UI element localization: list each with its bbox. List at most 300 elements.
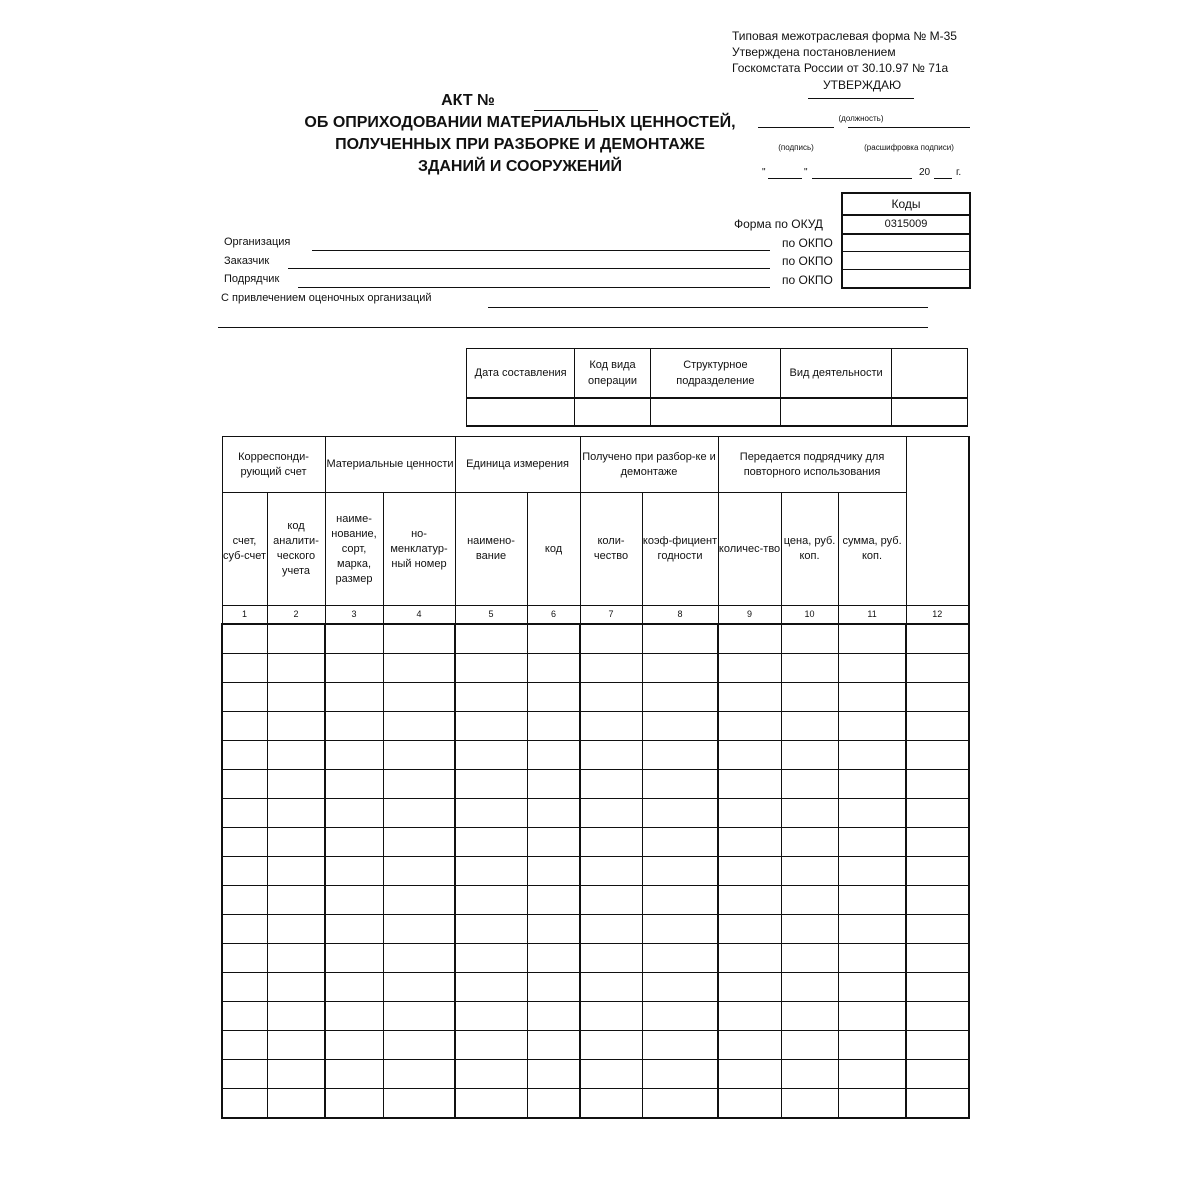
column-12-header <box>906 437 969 606</box>
table-cell[interactable] <box>267 770 325 799</box>
table-cell[interactable] <box>455 683 527 712</box>
table-row <box>222 886 969 915</box>
table-cell[interactable] <box>455 1089 527 1119</box>
document-header-table <box>466 348 968 427</box>
table-cell[interactable] <box>906 828 969 857</box>
date-year-suffix: г. <box>956 167 962 178</box>
materials-table <box>221 436 970 1119</box>
date-quote-close: " <box>804 167 808 178</box>
table-cell[interactable] <box>455 741 527 770</box>
table-cell[interactable] <box>838 741 906 770</box>
position-line[interactable] <box>808 98 914 99</box>
table-cell[interactable] <box>267 886 325 915</box>
table-cell[interactable] <box>267 1060 325 1089</box>
column-number: 10 <box>781 606 838 625</box>
header-operation-code: Код вида операции <box>575 349 651 399</box>
sub-transferred-quantity: количес-тво <box>718 493 781 606</box>
group-unit: Единица измерения <box>455 437 580 493</box>
table-cell[interactable] <box>718 654 781 683</box>
title-line-2: ПОЛУЧЕННЫХ ПРИ РАЗБОРКЕ И ДЕМОНТАЖЕ <box>335 136 705 153</box>
table-cell[interactable] <box>222 944 267 973</box>
table-cell[interactable] <box>222 1002 267 1031</box>
table-cell[interactable] <box>325 741 383 770</box>
table-cell[interactable] <box>838 1089 906 1119</box>
table-cell[interactable] <box>580 973 642 1002</box>
table-cell[interactable] <box>580 828 642 857</box>
table-cell[interactable] <box>455 1060 527 1089</box>
table-cell[interactable] <box>838 944 906 973</box>
table-cell[interactable] <box>527 712 580 741</box>
table-cell[interactable] <box>781 828 838 857</box>
table-cell[interactable] <box>718 770 781 799</box>
sub-unit-name: наимено-вание <box>455 493 527 606</box>
table-cell[interactable] <box>527 770 580 799</box>
table-cell[interactable] <box>325 770 383 799</box>
table-cell[interactable] <box>718 886 781 915</box>
column-number: 1 <box>222 606 267 625</box>
table-cell[interactable] <box>383 624 455 654</box>
table-cell[interactable] <box>642 624 718 654</box>
table-cell[interactable] <box>325 624 383 654</box>
table-cell[interactable] <box>455 1031 527 1060</box>
table-cell[interactable] <box>781 624 838 654</box>
table-cell[interactable] <box>527 1060 580 1089</box>
table-cell[interactable] <box>527 973 580 1002</box>
table-cell[interactable] <box>267 683 325 712</box>
form-type-line: Типовая межотраслевая форма № М-35 <box>732 29 957 43</box>
codes-header: Коды <box>843 194 969 215</box>
column-number: 9 <box>718 606 781 625</box>
table-cell[interactable] <box>580 1031 642 1060</box>
table-cell[interactable] <box>527 1031 580 1060</box>
table-cell[interactable] <box>906 712 969 741</box>
table-row <box>222 770 969 799</box>
column-number: 2 <box>267 606 325 625</box>
table-cell[interactable] <box>642 857 718 886</box>
sub-unit-code: код <box>527 493 580 606</box>
okpo-customer-code[interactable] <box>843 252 969 270</box>
table-cell[interactable] <box>580 915 642 944</box>
table-cell[interactable] <box>383 654 455 683</box>
table-cell[interactable] <box>325 1031 383 1060</box>
table-row <box>222 799 969 828</box>
table-cell[interactable] <box>527 1089 580 1119</box>
table-cell[interactable] <box>580 624 642 654</box>
table-cell[interactable] <box>222 1060 267 1089</box>
value-extra[interactable] <box>892 398 968 426</box>
table-row <box>222 654 969 683</box>
table-cell[interactable] <box>325 1060 383 1089</box>
group-received: Получено при разбор-ке и демонтаже <box>580 437 718 493</box>
table-cell[interactable] <box>580 654 642 683</box>
table-cell[interactable] <box>838 799 906 828</box>
title-line-3: ЗДАНИЙ И СООРУЖЕНИЙ <box>417 158 623 175</box>
table-cell[interactable] <box>383 886 455 915</box>
table-cell[interactable] <box>906 886 969 915</box>
table-cell[interactable] <box>527 654 580 683</box>
table-cell[interactable] <box>642 712 718 741</box>
form-legal-note <box>732 28 957 76</box>
table-cell[interactable] <box>222 1031 267 1060</box>
table-cell[interactable] <box>455 886 527 915</box>
table-cell[interactable] <box>527 828 580 857</box>
table-cell[interactable] <box>642 828 718 857</box>
table-cell[interactable] <box>383 770 455 799</box>
signature-line[interactable] <box>758 127 834 128</box>
table-cell[interactable] <box>383 1031 455 1060</box>
table-cell[interactable] <box>383 799 455 828</box>
table-cell[interactable] <box>838 828 906 857</box>
table-cell[interactable] <box>781 915 838 944</box>
table-cell[interactable] <box>325 973 383 1002</box>
header-activity: Вид деятельности <box>780 349 891 399</box>
table-cell[interactable] <box>222 857 267 886</box>
okud-code: 0315009 <box>841 214 971 235</box>
table-cell[interactable] <box>718 857 781 886</box>
table-cell[interactable] <box>718 1031 781 1060</box>
table-cell[interactable] <box>383 828 455 857</box>
table-cell[interactable] <box>718 1060 781 1089</box>
table-cell[interactable] <box>642 1060 718 1089</box>
table-cell[interactable] <box>580 1089 642 1119</box>
table-row <box>222 1002 969 1031</box>
table-cell[interactable] <box>325 886 383 915</box>
date-year-prefix: 20 <box>919 167 931 178</box>
table-cell[interactable] <box>838 712 906 741</box>
table-cell[interactable] <box>222 683 267 712</box>
table-cell[interactable] <box>383 683 455 712</box>
table-cell[interactable] <box>580 1002 642 1031</box>
table-cell[interactable] <box>383 973 455 1002</box>
column-number: 4 <box>383 606 455 625</box>
table-cell[interactable] <box>267 828 325 857</box>
decoding-line[interactable] <box>848 127 970 128</box>
table-cell[interactable] <box>718 799 781 828</box>
okpo-organization-code[interactable] <box>843 234 969 252</box>
table-cell[interactable] <box>325 799 383 828</box>
table-cell[interactable] <box>325 654 383 683</box>
okpo-contractor-code[interactable] <box>843 270 969 287</box>
table-cell[interactable] <box>781 712 838 741</box>
table-cell[interactable] <box>642 1002 718 1031</box>
table-row <box>222 683 969 712</box>
value-division[interactable] <box>650 398 780 426</box>
table-cell[interactable] <box>838 973 906 1002</box>
table-cell[interactable] <box>455 857 527 886</box>
table-cell[interactable] <box>781 741 838 770</box>
table-row <box>222 1089 969 1119</box>
table-cell[interactable] <box>642 654 718 683</box>
table-cell[interactable] <box>642 886 718 915</box>
table-cell[interactable] <box>781 683 838 712</box>
header-division: Структурное подразделение <box>650 349 780 399</box>
table-cell[interactable] <box>838 886 906 915</box>
table-cell[interactable] <box>455 944 527 973</box>
table-cell[interactable] <box>267 857 325 886</box>
table-row <box>222 624 969 654</box>
table-cell[interactable] <box>325 1089 383 1119</box>
table-cell[interactable] <box>527 1002 580 1031</box>
table-cell[interactable] <box>455 770 527 799</box>
sub-received-quantity: коли-чество <box>580 493 642 606</box>
table-cell[interactable] <box>906 799 969 828</box>
header-extra <box>892 349 968 399</box>
sub-sum: сумма, руб. коп. <box>838 493 906 606</box>
act-number-label: АКТ № <box>441 92 495 109</box>
table-cell[interactable] <box>527 886 580 915</box>
table-cell[interactable] <box>781 770 838 799</box>
table-cell[interactable] <box>455 799 527 828</box>
table-cell[interactable] <box>580 857 642 886</box>
organization-line[interactable] <box>312 250 770 251</box>
table-cell[interactable] <box>325 915 383 944</box>
table-cell[interactable] <box>906 1002 969 1031</box>
table-cell[interactable] <box>642 1089 718 1119</box>
customer-line[interactable] <box>288 268 770 269</box>
table-cell[interactable] <box>642 973 718 1002</box>
table-cell[interactable] <box>580 1060 642 1089</box>
table-cell[interactable] <box>222 741 267 770</box>
table-cell[interactable] <box>325 1002 383 1031</box>
okpo-label-contractor: по ОКПО <box>782 273 833 287</box>
decree-line: Госкомстата России от 30.10.97 № 71а <box>732 61 949 75</box>
table-cell[interactable] <box>267 1031 325 1060</box>
position-caption: (должность) <box>838 114 884 123</box>
table-cell[interactable] <box>838 915 906 944</box>
table-cell[interactable] <box>781 1060 838 1089</box>
table-cell[interactable] <box>455 712 527 741</box>
table-cell[interactable] <box>906 654 969 683</box>
approved-by-line: Утверждена постановлением <box>732 45 896 59</box>
act-number-line[interactable] <box>534 110 598 111</box>
date-year-line[interactable] <box>934 178 952 179</box>
table-cell[interactable] <box>222 828 267 857</box>
table-cell[interactable] <box>325 828 383 857</box>
table-row <box>222 1031 969 1060</box>
table-cell[interactable] <box>781 1089 838 1119</box>
table-cell[interactable] <box>781 973 838 1002</box>
table-row <box>222 741 969 770</box>
table-cell[interactable] <box>642 915 718 944</box>
table-cell[interactable] <box>267 973 325 1002</box>
table-cell[interactable] <box>527 915 580 944</box>
table-cell[interactable] <box>383 1089 455 1119</box>
sub-fitness-coefficient: коэф-фициент годности <box>642 493 718 606</box>
date-day-line[interactable] <box>768 178 802 179</box>
table-cell[interactable] <box>325 857 383 886</box>
table-cell[interactable] <box>267 712 325 741</box>
appraisers-label: С привлечением оценочных организаций <box>221 292 432 304</box>
table-cell[interactable] <box>781 857 838 886</box>
table-cell[interactable] <box>383 915 455 944</box>
column-number: 6 <box>527 606 580 625</box>
decoding-caption: (расшифровка подписи) <box>864 143 954 152</box>
table-cell[interactable] <box>781 944 838 973</box>
table-cell[interactable] <box>325 683 383 712</box>
table-cell[interactable] <box>222 799 267 828</box>
table-cell[interactable] <box>906 973 969 1002</box>
table-row <box>222 944 969 973</box>
table-cell[interactable] <box>642 799 718 828</box>
table-cell[interactable] <box>383 741 455 770</box>
table-cell[interactable] <box>781 654 838 683</box>
table-cell[interactable] <box>383 1002 455 1031</box>
header-date: Дата составления <box>467 349 575 399</box>
date-quote-open: " <box>762 167 766 178</box>
table-cell[interactable] <box>383 944 455 973</box>
table-cell[interactable] <box>906 1031 969 1060</box>
table-cell[interactable] <box>527 741 580 770</box>
column-number: 7 <box>580 606 642 625</box>
column-numbers-row <box>222 606 969 625</box>
table-cell[interactable] <box>838 1060 906 1089</box>
okud-label: Форма по ОКУД <box>734 217 823 231</box>
table-cell[interactable] <box>267 624 325 654</box>
table-cell[interactable] <box>222 624 267 654</box>
table-cell[interactable] <box>455 654 527 683</box>
signature-caption: (подпись) <box>778 143 814 152</box>
table-cell[interactable] <box>222 770 267 799</box>
table-cell[interactable] <box>580 886 642 915</box>
table-cell[interactable] <box>718 1089 781 1119</box>
table-cell[interactable] <box>718 944 781 973</box>
table-cell[interactable] <box>455 915 527 944</box>
table-cell[interactable] <box>906 1060 969 1089</box>
table-cell[interactable] <box>267 799 325 828</box>
sub-account: счет, суб-счет <box>222 493 267 606</box>
table-row <box>222 828 969 857</box>
document-title <box>290 90 750 178</box>
column-number: 8 <box>642 606 718 625</box>
table-cell[interactable] <box>383 857 455 886</box>
table-cell[interactable] <box>718 712 781 741</box>
table-cell[interactable] <box>222 1089 267 1119</box>
table-row <box>222 973 969 1002</box>
table-cell[interactable] <box>267 1089 325 1119</box>
column-number: 12 <box>906 606 969 625</box>
appraisers-line[interactable] <box>488 307 928 308</box>
value-date[interactable] <box>467 398 575 426</box>
table-cell[interactable] <box>222 973 267 1002</box>
table-cell[interactable] <box>222 886 267 915</box>
table-cell[interactable] <box>718 741 781 770</box>
table-cell[interactable] <box>781 799 838 828</box>
table-cell[interactable] <box>781 1031 838 1060</box>
table-cell[interactable] <box>838 654 906 683</box>
group-corr-account: Корреспонди-рующий счет <box>222 437 325 493</box>
table-cell[interactable] <box>781 1002 838 1031</box>
sub-material-name: наиме-нование, сорт, марка, размер <box>325 493 383 606</box>
column-number: 11 <box>838 606 906 625</box>
table-cell[interactable] <box>383 712 455 741</box>
table-cell[interactable] <box>527 683 580 712</box>
customer-label: Заказчик <box>224 255 270 267</box>
table-cell[interactable] <box>718 828 781 857</box>
title-line-1: ОБ ОПРИХОДОВАНИИ МАТЕРИАЛЬНЫХ ЦЕННОСТЕЙ, <box>304 114 736 131</box>
table-cell[interactable] <box>222 915 267 944</box>
table-cell[interactable] <box>580 944 642 973</box>
table-cell[interactable] <box>267 1002 325 1031</box>
table-cell[interactable] <box>267 944 325 973</box>
table-cell[interactable] <box>781 886 838 915</box>
table-cell[interactable] <box>906 770 969 799</box>
approve-label: УТВЕРЖДАЮ <box>823 78 902 92</box>
table-cell[interactable] <box>838 1002 906 1031</box>
sub-price: цена, руб. коп. <box>781 493 838 606</box>
table-cell[interactable] <box>718 973 781 1002</box>
table-cell[interactable] <box>580 741 642 770</box>
table-cell[interactable] <box>642 1031 718 1060</box>
table-cell[interactable] <box>906 741 969 770</box>
table-cell[interactable] <box>906 624 969 654</box>
table-cell[interactable] <box>527 624 580 654</box>
value-operation-code[interactable] <box>575 398 651 426</box>
okpo-label-customer: по ОКПО <box>782 254 833 268</box>
table-cell[interactable] <box>580 770 642 799</box>
table-cell[interactable] <box>222 654 267 683</box>
table-cell[interactable] <box>580 683 642 712</box>
table-cell[interactable] <box>642 683 718 712</box>
table-cell[interactable] <box>718 1002 781 1031</box>
table-cell[interactable] <box>267 654 325 683</box>
table-cell[interactable] <box>838 770 906 799</box>
table-cell[interactable] <box>527 944 580 973</box>
table-cell[interactable] <box>455 828 527 857</box>
table-cell[interactable] <box>838 624 906 654</box>
table-cell[interactable] <box>325 944 383 973</box>
table-cell[interactable] <box>580 799 642 828</box>
table-cell[interactable] <box>325 712 383 741</box>
organization-label: Организация <box>224 236 291 248</box>
table-cell[interactable] <box>580 712 642 741</box>
contractor-line[interactable] <box>298 287 770 288</box>
table-row <box>222 857 969 886</box>
table-cell[interactable] <box>906 915 969 944</box>
column-number: 5 <box>455 606 527 625</box>
table-cell[interactable] <box>718 624 781 654</box>
table-cell[interactable] <box>455 973 527 1002</box>
table-cell[interactable] <box>455 1002 527 1031</box>
value-activity[interactable] <box>780 398 891 426</box>
column-number: 3 <box>325 606 383 625</box>
table-cell[interactable] <box>267 915 325 944</box>
table-cell[interactable] <box>267 741 325 770</box>
table-cell[interactable] <box>906 944 969 973</box>
date-month-line[interactable] <box>812 178 912 179</box>
table-cell[interactable] <box>527 857 580 886</box>
table-cell[interactable] <box>527 799 580 828</box>
table-cell[interactable] <box>222 712 267 741</box>
table-cell[interactable] <box>455 624 527 654</box>
table-cell[interactable] <box>642 944 718 973</box>
table-cell[interactable] <box>838 683 906 712</box>
appraisers-line-2[interactable] <box>218 327 928 328</box>
table-cell[interactable] <box>642 770 718 799</box>
group-transferred: Передается подрядчику для повторного использования <box>718 437 906 493</box>
table-cell[interactable] <box>906 1089 969 1119</box>
table-cell[interactable] <box>383 1060 455 1089</box>
okpo-label-organization: по ОКПО <box>782 236 833 250</box>
table-cell[interactable] <box>718 915 781 944</box>
table-cell[interactable] <box>906 683 969 712</box>
table-cell[interactable] <box>718 683 781 712</box>
table-cell[interactable] <box>838 857 906 886</box>
table-cell[interactable] <box>838 1031 906 1060</box>
table-cell[interactable] <box>642 741 718 770</box>
table-cell[interactable] <box>906 857 969 886</box>
table-row <box>222 1060 969 1089</box>
sub-analytic-code: код аналити-ческого учета <box>267 493 325 606</box>
